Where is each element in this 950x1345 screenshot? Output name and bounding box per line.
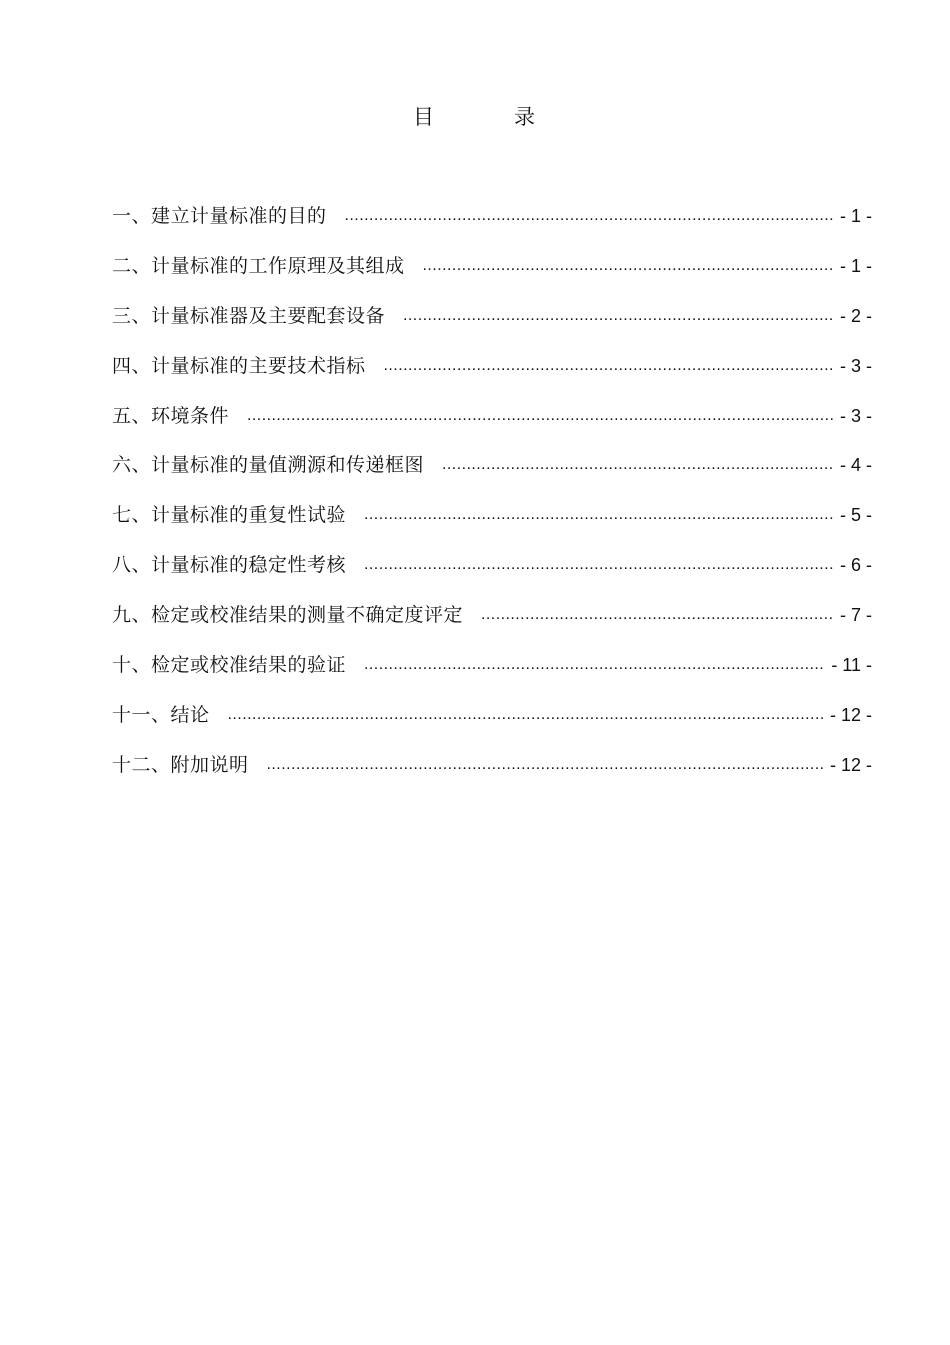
toc-entry[interactable] <box>112 750 872 800</box>
toc-entry[interactable] <box>112 401 872 451</box>
toc-page-number: - 6 - <box>839 555 872 576</box>
toc-entry[interactable] <box>112 650 872 700</box>
toc-entry-label: 八、计量标准的稳定性考核 <box>112 554 347 577</box>
toc-entry-label: 三、计量标准器及主要配套设备 <box>112 304 386 327</box>
toc-entry[interactable] <box>112 201 872 251</box>
toc-dot-leader <box>228 700 824 730</box>
toc-dot-leader <box>423 251 834 281</box>
toc-dot-leader <box>442 450 834 480</box>
toc-title <box>0 100 950 134</box>
toc-title-char-1: 目 <box>413 105 434 129</box>
toc-dot-leader <box>247 401 834 431</box>
toc-page-number: - 11 - <box>831 655 872 676</box>
toc-dot-leader <box>345 201 834 231</box>
toc-entry-label: 五、环境条件 <box>112 404 230 427</box>
toc-page-number: - 12 - <box>829 754 872 775</box>
toc-dot-leader <box>364 650 825 680</box>
toc-entry-label: 六、计量标准的量值溯源和传递框图 <box>112 454 425 477</box>
toc-entry-label: 一、建立计量标准的目的 <box>112 205 327 227</box>
toc-dot-leader <box>481 600 834 630</box>
toc-entry-label: 九、检定或校准结果的测量不确定度评定 <box>112 604 464 627</box>
toc-entry-label: 二、计量标准的工作原理及其组成 <box>112 254 405 277</box>
toc-page-number: - 12 - <box>829 704 872 725</box>
toc-entry[interactable] <box>112 700 872 750</box>
toc-title-char-2: 录 <box>514 105 535 129</box>
toc-page-number: - 3 - <box>839 405 872 426</box>
toc-entry[interactable] <box>112 550 872 600</box>
toc-entry-label: 四、计量标准的主要技术指标 <box>112 354 366 377</box>
toc-dot-leader <box>384 351 834 381</box>
toc-entry-label: 七、计量标准的重复性试验 <box>112 504 347 527</box>
toc-dot-leader <box>403 301 834 331</box>
toc-dot-leader <box>364 500 834 530</box>
toc-page-number: - 7 - <box>839 605 872 626</box>
toc-page-number: - 1 - <box>839 206 872 226</box>
toc-dot-leader <box>267 750 824 780</box>
toc-entry-label: 十二、附加说明 <box>112 753 249 776</box>
toc-list <box>112 201 872 800</box>
toc-page-number: - 3 - <box>839 355 872 376</box>
toc-page-number: - 5 - <box>839 505 872 526</box>
toc-entry-label: 十一、结论 <box>112 703 210 726</box>
toc-page-number: - 4 - <box>839 455 872 476</box>
toc-entry-label: 十、检定或校准结果的验证 <box>112 654 347 677</box>
toc-entry[interactable] <box>112 251 872 301</box>
toc-dot-leader <box>364 550 834 580</box>
toc-page-number: - 2 - <box>839 305 872 326</box>
toc-page-number: - 1 - <box>839 255 872 276</box>
toc-entry[interactable] <box>112 600 872 650</box>
toc-entry[interactable] <box>112 351 872 401</box>
toc-entry[interactable] <box>112 500 872 550</box>
toc-entry[interactable] <box>112 450 872 500</box>
toc-entry[interactable] <box>112 301 872 351</box>
